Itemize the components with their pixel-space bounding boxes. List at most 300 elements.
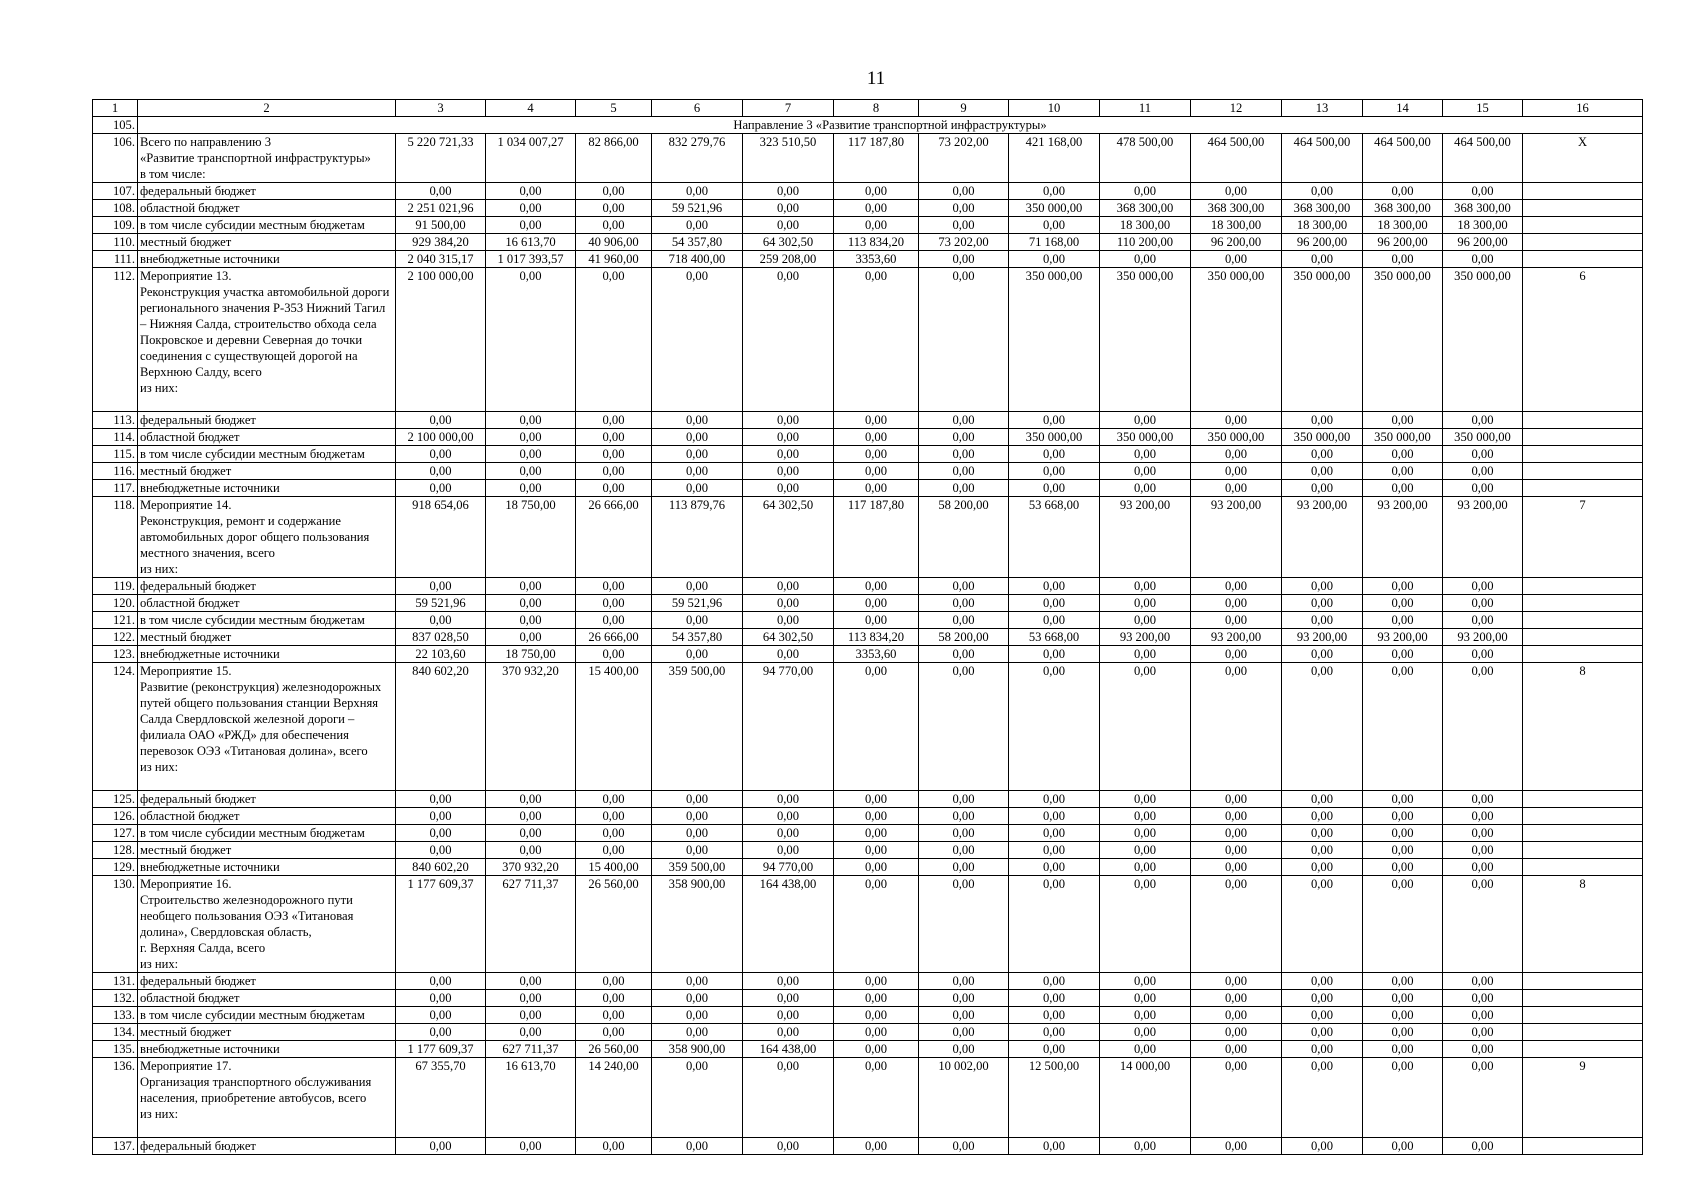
value-cell: 0,00 <box>834 446 919 463</box>
value-cell: 0,00 <box>576 463 652 480</box>
row-label: местный бюджет <box>138 463 396 480</box>
value-cell: 15 400,00 <box>576 859 652 876</box>
value-cell: 96 200,00 <box>1282 234 1363 251</box>
target-indicator-cell <box>1523 200 1643 217</box>
value-cell: 53 668,00 <box>1009 497 1100 578</box>
value-cell: 0,00 <box>743 1007 834 1024</box>
value-cell: 0,00 <box>1443 876 1523 973</box>
target-indicator-cell <box>1523 183 1643 200</box>
value-cell: 0,00 <box>919 663 1009 791</box>
value-cell: 0,00 <box>1009 595 1100 612</box>
value-cell: 0,00 <box>576 183 652 200</box>
value-cell: 0,00 <box>576 200 652 217</box>
row-number: 132. <box>93 990 138 1007</box>
value-cell: 0,00 <box>1100 1138 1191 1155</box>
value-cell: 2 100 000,00 <box>396 429 486 446</box>
value-cell: 0,00 <box>652 612 743 629</box>
value-cell: 0,00 <box>576 412 652 429</box>
value-cell: 0,00 <box>1100 446 1191 463</box>
target-indicator-cell: 6 <box>1523 268 1643 412</box>
value-cell: 0,00 <box>919 1138 1009 1155</box>
row-label: местный бюджет <box>138 1024 396 1041</box>
value-cell: 0,00 <box>834 825 919 842</box>
target-indicator-cell <box>1523 1007 1643 1024</box>
value-cell: 0,00 <box>834 859 919 876</box>
value-cell: 0,00 <box>1282 663 1363 791</box>
value-cell: 0,00 <box>743 646 834 663</box>
value-cell: 0,00 <box>1443 463 1523 480</box>
value-cell: 0,00 <box>1363 859 1443 876</box>
value-cell: 0,00 <box>486 268 576 412</box>
value-cell: 0,00 <box>743 200 834 217</box>
value-cell: 0,00 <box>1009 876 1100 973</box>
row-label: Мероприятие 15. Развитие (реконструкция) железнодорожных путей общего пользования станции Верхняя Салда Свердловской железной дороги – филиала ОАО «РЖД» для обеспечения перевозок ОЭЗ «Титановая долина», всего из них: <box>138 663 396 791</box>
row-number: 126. <box>93 808 138 825</box>
value-cell: 94 770,00 <box>743 859 834 876</box>
value-cell: 0,00 <box>1363 480 1443 497</box>
value-cell: 0,00 <box>1100 480 1191 497</box>
value-cell: 0,00 <box>1443 825 1523 842</box>
value-cell: 0,00 <box>1282 876 1363 973</box>
value-cell: 73 202,00 <box>919 234 1009 251</box>
value-cell: 0,00 <box>743 1024 834 1041</box>
value-cell: 0,00 <box>743 825 834 842</box>
value-cell: 464 500,00 <box>1443 134 1523 183</box>
table-row <box>93 973 1643 990</box>
value-cell: 0,00 <box>396 1024 486 1041</box>
row-number: 119. <box>93 578 138 595</box>
row-label: в том числе субсидии местным бюджетам <box>138 1007 396 1024</box>
value-cell: 464 500,00 <box>1282 134 1363 183</box>
table-row <box>93 251 1643 268</box>
value-cell: 18 300,00 <box>1100 217 1191 234</box>
value-cell: 0,00 <box>1009 217 1100 234</box>
value-cell: 0,00 <box>1100 876 1191 973</box>
row-number: 118. <box>93 497 138 578</box>
value-cell: 350 000,00 <box>1363 268 1443 412</box>
value-cell: 0,00 <box>834 808 919 825</box>
target-indicator-cell <box>1523 808 1643 825</box>
value-cell: 0,00 <box>1363 825 1443 842</box>
value-cell: 0,00 <box>834 463 919 480</box>
value-cell: 0,00 <box>1009 1041 1100 1058</box>
value-cell: 0,00 <box>1443 480 1523 497</box>
table-row <box>93 612 1643 629</box>
value-cell: 0,00 <box>1282 446 1363 463</box>
value-cell: 0,00 <box>919 1041 1009 1058</box>
value-cell: 0,00 <box>1191 825 1282 842</box>
value-cell: 0,00 <box>743 990 834 1007</box>
table-row <box>93 808 1643 825</box>
value-cell: 918 654,06 <box>396 497 486 578</box>
value-cell: 350 000,00 <box>1009 429 1100 446</box>
value-cell: 0,00 <box>743 842 834 859</box>
row-label: федеральный бюджет <box>138 412 396 429</box>
value-cell: 0,00 <box>1100 825 1191 842</box>
row-number: 136. <box>93 1058 138 1138</box>
value-cell: 0,00 <box>486 1138 576 1155</box>
value-cell: 0,00 <box>1282 842 1363 859</box>
value-cell: 0,00 <box>1191 1007 1282 1024</box>
value-cell: 0,00 <box>1282 595 1363 612</box>
value-cell: 350 000,00 <box>1363 429 1443 446</box>
value-cell: 0,00 <box>396 990 486 1007</box>
value-cell: 3353,60 <box>834 251 919 268</box>
value-cell: 0,00 <box>743 412 834 429</box>
target-indicator-cell <box>1523 412 1643 429</box>
table-row <box>93 859 1643 876</box>
value-cell: 54 357,80 <box>652 629 743 646</box>
value-cell: 0,00 <box>1191 859 1282 876</box>
target-indicator-cell <box>1523 1138 1643 1155</box>
table-row <box>93 497 1643 578</box>
value-cell: 0,00 <box>1009 791 1100 808</box>
value-cell: 627 711,37 <box>486 1041 576 1058</box>
table-row <box>93 480 1643 497</box>
value-cell: 350 000,00 <box>1282 268 1363 412</box>
value-cell: 0,00 <box>1191 990 1282 1007</box>
value-cell: 94 770,00 <box>743 663 834 791</box>
value-cell: 0,00 <box>1009 1138 1100 1155</box>
value-cell: 0,00 <box>1363 663 1443 791</box>
row-label: федеральный бюджет <box>138 791 396 808</box>
value-cell: 0,00 <box>1282 183 1363 200</box>
value-cell: 0,00 <box>743 1138 834 1155</box>
value-cell: 54 357,80 <box>652 234 743 251</box>
value-cell: 26 666,00 <box>576 497 652 578</box>
value-cell: 41 960,00 <box>576 251 652 268</box>
value-cell: 0,00 <box>1009 480 1100 497</box>
column-header-8: 8 <box>834 100 919 117</box>
value-cell: 0,00 <box>396 1007 486 1024</box>
value-cell: 0,00 <box>576 1024 652 1041</box>
target-indicator-cell <box>1523 612 1643 629</box>
value-cell: 0,00 <box>1191 1138 1282 1155</box>
value-cell: 0,00 <box>919 973 1009 990</box>
value-cell: 0,00 <box>919 251 1009 268</box>
value-cell: 0,00 <box>919 842 1009 859</box>
value-cell: 0,00 <box>396 578 486 595</box>
table-row <box>93 1007 1643 1024</box>
value-cell: 368 300,00 <box>1443 200 1523 217</box>
row-label: областной бюджет <box>138 200 396 217</box>
value-cell: 0,00 <box>919 791 1009 808</box>
table-row <box>93 200 1643 217</box>
section-number: 105. <box>93 117 138 134</box>
table-row <box>93 412 1643 429</box>
target-indicator-cell <box>1523 1041 1643 1058</box>
target-indicator-cell <box>1523 646 1643 663</box>
value-cell: 0,00 <box>1009 446 1100 463</box>
value-cell: 164 438,00 <box>743 1041 834 1058</box>
table-row <box>93 429 1643 446</box>
value-cell: 0,00 <box>1100 808 1191 825</box>
value-cell: 0,00 <box>486 842 576 859</box>
value-cell: 0,00 <box>1100 463 1191 480</box>
table-row <box>93 1058 1643 1138</box>
table-row <box>93 842 1643 859</box>
value-cell: 113 879,76 <box>652 497 743 578</box>
value-cell: 0,00 <box>1282 646 1363 663</box>
value-cell: 0,00 <box>1009 842 1100 859</box>
value-cell: 96 200,00 <box>1443 234 1523 251</box>
value-cell: 0,00 <box>1191 251 1282 268</box>
value-cell: 26 666,00 <box>576 629 652 646</box>
value-cell: 718 400,00 <box>652 251 743 268</box>
value-cell: 0,00 <box>1443 1138 1523 1155</box>
value-cell: 0,00 <box>834 1041 919 1058</box>
value-cell: 0,00 <box>1191 1024 1282 1041</box>
target-indicator-cell: Х <box>1523 134 1643 183</box>
value-cell: 0,00 <box>396 808 486 825</box>
column-header-5: 5 <box>576 100 652 117</box>
target-indicator-cell: 8 <box>1523 876 1643 973</box>
value-cell: 0,00 <box>1100 646 1191 663</box>
value-cell: 0,00 <box>486 973 576 990</box>
target-indicator-cell <box>1523 480 1643 497</box>
value-cell: 1 034 007,27 <box>486 134 576 183</box>
target-indicator-cell <box>1523 842 1643 859</box>
row-number: 108. <box>93 200 138 217</box>
value-cell: 0,00 <box>743 268 834 412</box>
value-cell: 67 355,70 <box>396 1058 486 1138</box>
value-cell: 0,00 <box>486 412 576 429</box>
column-header-9: 9 <box>919 100 1009 117</box>
value-cell: 0,00 <box>919 859 1009 876</box>
value-cell: 0,00 <box>1282 859 1363 876</box>
value-cell: 0,00 <box>652 842 743 859</box>
value-cell: 0,00 <box>652 1058 743 1138</box>
value-cell: 58 200,00 <box>919 629 1009 646</box>
column-header-15: 15 <box>1443 100 1523 117</box>
row-label: Мероприятие 16. Строительство железнодорожного пути необщего пользования ОЭЗ «Титановая долина», Свердловская область, г. Верхняя Салда, всего из них: <box>138 876 396 973</box>
value-cell: 0,00 <box>652 973 743 990</box>
table-row <box>93 234 1643 251</box>
value-cell: 5 220 721,33 <box>396 134 486 183</box>
value-cell: 0,00 <box>486 200 576 217</box>
value-cell: 73 202,00 <box>919 134 1009 183</box>
row-number: 117. <box>93 480 138 497</box>
value-cell: 0,00 <box>1191 808 1282 825</box>
value-cell: 0,00 <box>919 646 1009 663</box>
value-cell: 0,00 <box>1009 1024 1100 1041</box>
table-row <box>93 876 1643 973</box>
value-cell: 358 900,00 <box>652 1041 743 1058</box>
value-cell: 350 000,00 <box>1443 268 1523 412</box>
value-cell: 0,00 <box>1363 612 1443 629</box>
value-cell: 0,00 <box>486 1007 576 1024</box>
value-cell: 64 302,50 <box>743 629 834 646</box>
column-number-row <box>93 100 1643 117</box>
value-cell: 0,00 <box>743 429 834 446</box>
value-cell: 0,00 <box>1009 251 1100 268</box>
value-cell: 0,00 <box>1100 1024 1191 1041</box>
row-number: 112. <box>93 268 138 412</box>
value-cell: 368 300,00 <box>1191 200 1282 217</box>
value-cell: 0,00 <box>834 480 919 497</box>
target-indicator-cell <box>1523 791 1643 808</box>
value-cell: 93 200,00 <box>1363 629 1443 646</box>
value-cell: 0,00 <box>1443 446 1523 463</box>
target-indicator-cell <box>1523 234 1643 251</box>
value-cell: 0,00 <box>1282 973 1363 990</box>
value-cell: 93 200,00 <box>1282 629 1363 646</box>
row-number: 125. <box>93 791 138 808</box>
table-row <box>93 629 1643 646</box>
value-cell: 0,00 <box>396 480 486 497</box>
value-cell: 350 000,00 <box>1100 268 1191 412</box>
row-number: 137. <box>93 1138 138 1155</box>
value-cell: 0,00 <box>652 268 743 412</box>
column-header-1: 1 <box>93 100 138 117</box>
value-cell: 370 932,20 <box>486 663 576 791</box>
value-cell: 0,00 <box>919 595 1009 612</box>
value-cell: 93 200,00 <box>1363 497 1443 578</box>
row-number: 123. <box>93 646 138 663</box>
column-header-2: 2 <box>138 100 396 117</box>
row-number: 113. <box>93 412 138 429</box>
value-cell: 18 300,00 <box>1363 217 1443 234</box>
table-row <box>93 990 1643 1007</box>
column-header-11: 11 <box>1100 100 1191 117</box>
value-cell: 0,00 <box>486 217 576 234</box>
row-label: местный бюджет <box>138 842 396 859</box>
value-cell: 0,00 <box>1282 480 1363 497</box>
value-cell: 0,00 <box>1443 808 1523 825</box>
row-label: федеральный бюджет <box>138 1138 396 1155</box>
table-body <box>93 100 1643 1155</box>
value-cell: 14 000,00 <box>1100 1058 1191 1138</box>
value-cell: 0,00 <box>486 595 576 612</box>
value-cell: 0,00 <box>1282 251 1363 268</box>
value-cell: 0,00 <box>652 1138 743 1155</box>
value-cell: 0,00 <box>652 463 743 480</box>
value-cell: 0,00 <box>652 429 743 446</box>
row-number: 130. <box>93 876 138 973</box>
value-cell: 350 000,00 <box>1009 200 1100 217</box>
value-cell: 0,00 <box>1363 1007 1443 1024</box>
table-row <box>93 183 1643 200</box>
value-cell: 0,00 <box>1191 183 1282 200</box>
value-cell: 0,00 <box>834 217 919 234</box>
section-title: Направление 3 «Развитие транспортной инфраструктуры» <box>138 117 1643 134</box>
value-cell: 16 613,70 <box>486 234 576 251</box>
value-cell: 0,00 <box>1009 183 1100 200</box>
value-cell: 0,00 <box>1363 973 1443 990</box>
value-cell: 0,00 <box>486 446 576 463</box>
value-cell: 91 500,00 <box>396 217 486 234</box>
value-cell: 0,00 <box>743 791 834 808</box>
value-cell: 368 300,00 <box>1282 200 1363 217</box>
value-cell: 0,00 <box>1191 1041 1282 1058</box>
value-cell: 0,00 <box>1363 412 1443 429</box>
row-number: 133. <box>93 1007 138 1024</box>
budget-table <box>92 99 1643 1155</box>
value-cell: 82 866,00 <box>576 134 652 183</box>
column-header-14: 14 <box>1363 100 1443 117</box>
value-cell: 0,00 <box>396 842 486 859</box>
value-cell: 0,00 <box>1100 612 1191 629</box>
row-number: 120. <box>93 595 138 612</box>
value-cell: 323 510,50 <box>743 134 834 183</box>
value-cell: 0,00 <box>834 1138 919 1155</box>
value-cell: 15 400,00 <box>576 663 652 791</box>
target-indicator-cell <box>1523 629 1643 646</box>
row-number: 116. <box>93 463 138 480</box>
row-label: федеральный бюджет <box>138 973 396 990</box>
value-cell: 0,00 <box>1191 595 1282 612</box>
value-cell: 0,00 <box>919 480 1009 497</box>
value-cell: 0,00 <box>576 1138 652 1155</box>
row-label: в том числе субсидии местным бюджетам <box>138 217 396 234</box>
value-cell: 0,00 <box>486 1024 576 1041</box>
row-label: областной бюджет <box>138 429 396 446</box>
value-cell: 350 000,00 <box>1191 268 1282 412</box>
row-number: 131. <box>93 973 138 990</box>
value-cell: 0,00 <box>1009 646 1100 663</box>
value-cell: 0,00 <box>1443 842 1523 859</box>
value-cell: 110 200,00 <box>1100 234 1191 251</box>
row-number: 122. <box>93 629 138 646</box>
value-cell: 64 302,50 <box>743 497 834 578</box>
column-header-12: 12 <box>1191 100 1282 117</box>
value-cell: 93 200,00 <box>1443 629 1523 646</box>
value-cell: 0,00 <box>1100 183 1191 200</box>
value-cell: 464 500,00 <box>1191 134 1282 183</box>
value-cell: 0,00 <box>834 578 919 595</box>
value-cell: 0,00 <box>1363 578 1443 595</box>
value-cell: 0,00 <box>1443 990 1523 1007</box>
value-cell: 259 208,00 <box>743 251 834 268</box>
row-number: 135. <box>93 1041 138 1058</box>
column-header-7: 7 <box>743 100 834 117</box>
value-cell: 0,00 <box>1443 612 1523 629</box>
value-cell: 0,00 <box>919 825 1009 842</box>
value-cell: 2 100 000,00 <box>396 268 486 412</box>
value-cell: 0,00 <box>919 446 1009 463</box>
value-cell: 0,00 <box>576 595 652 612</box>
value-cell: 0,00 <box>743 183 834 200</box>
value-cell: 0,00 <box>1363 463 1443 480</box>
row-label: внебюджетные источники <box>138 251 396 268</box>
row-number: 121. <box>93 612 138 629</box>
table-row <box>93 446 1643 463</box>
value-cell: 0,00 <box>652 217 743 234</box>
column-header-4: 4 <box>486 100 576 117</box>
value-cell: 0,00 <box>396 825 486 842</box>
value-cell: 0,00 <box>1363 1041 1443 1058</box>
value-cell: 93 200,00 <box>1282 497 1363 578</box>
value-cell: 0,00 <box>1009 663 1100 791</box>
value-cell: 0,00 <box>1009 412 1100 429</box>
row-label: областной бюджет <box>138 808 396 825</box>
value-cell: 0,00 <box>1282 1138 1363 1155</box>
value-cell: 421 168,00 <box>1009 134 1100 183</box>
value-cell: 0,00 <box>919 1024 1009 1041</box>
value-cell: 359 500,00 <box>652 859 743 876</box>
row-label: внебюджетные источники <box>138 1041 396 1058</box>
value-cell: 0,00 <box>1009 990 1100 1007</box>
target-indicator-cell <box>1523 429 1643 446</box>
value-cell: 0,00 <box>743 612 834 629</box>
value-cell: 59 521,96 <box>396 595 486 612</box>
value-cell: 0,00 <box>1282 990 1363 1007</box>
value-cell: 0,00 <box>1363 1024 1443 1041</box>
value-cell: 26 560,00 <box>576 1041 652 1058</box>
value-cell: 0,00 <box>1009 578 1100 595</box>
target-indicator-cell <box>1523 578 1643 595</box>
value-cell: 368 300,00 <box>1100 200 1191 217</box>
